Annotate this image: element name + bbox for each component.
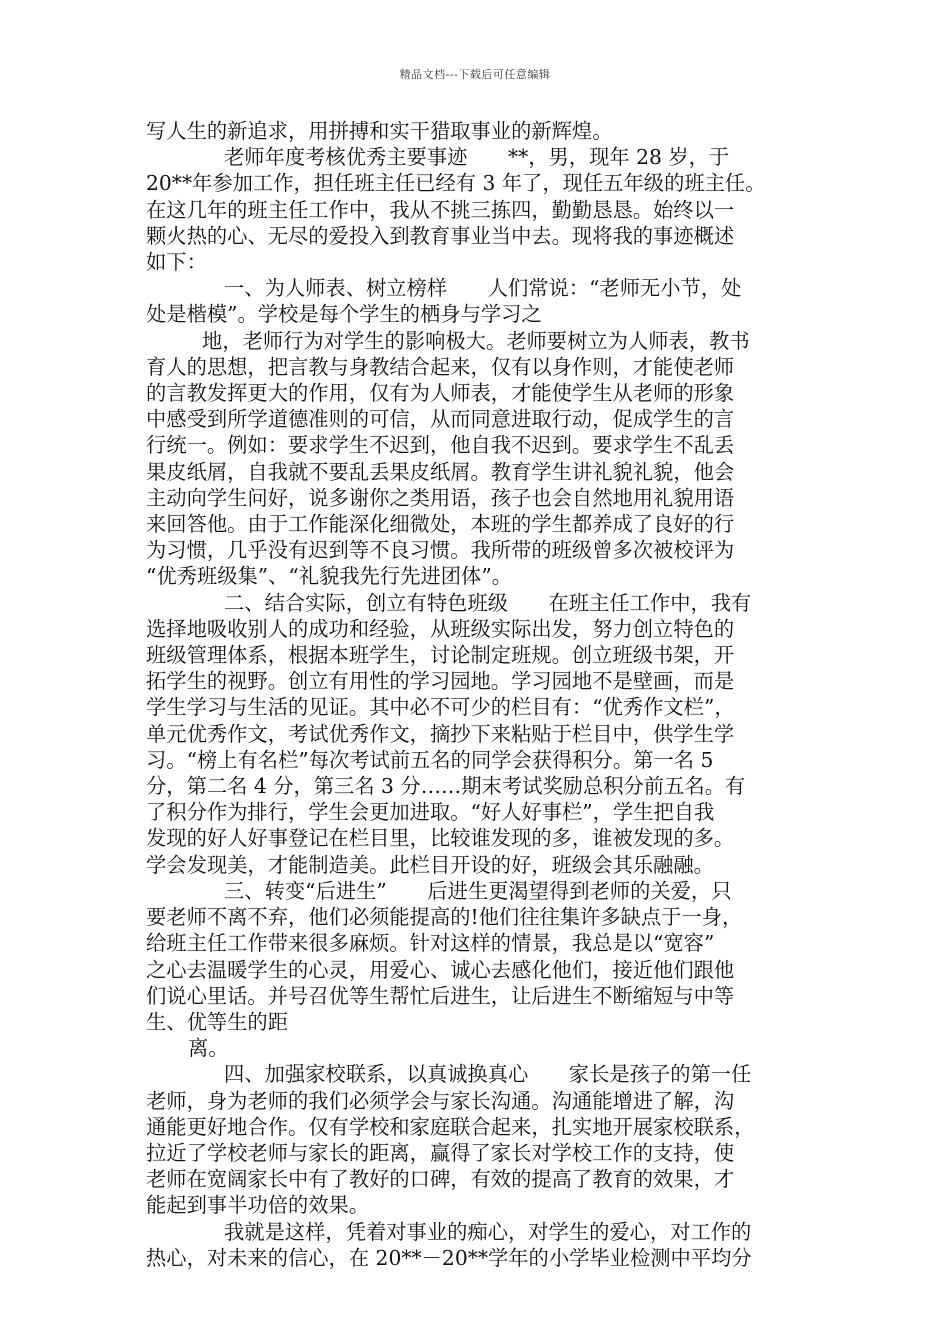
text-line: 处是楷模”。学校是每个学生的栖身与学习之 [146, 302, 542, 327]
text-line: 生、优等生的距 [146, 1009, 288, 1034]
text-line: 颗火热的心、无尽的爱投入到教育事业当中去。现将我的事迹概述 [146, 223, 735, 248]
text-line: 要老师不离不弃，他们必须能提高的!他们往往集许多缺点于一身， [146, 905, 743, 930]
text-line: 能起到事半功倍的效果。 [146, 1193, 370, 1218]
text-line: 分，第二名 4 分，第三名 3 分……期末考试奖励总积分前五名。有 [146, 774, 746, 799]
text-line: 离。 [188, 1036, 229, 1061]
text-line: 如下： [146, 250, 207, 275]
text-line: 老师，身为老师的我们必须学会与家长沟通。沟通能增进了解，沟 [146, 1088, 735, 1113]
section-heading-3: 三、转变“后进生” 后进生更渴望得到老师的关爱，只 [224, 878, 732, 903]
text-line: 中感受到所学道德准则的可信，从而同意进取行动，促成学生的言 [146, 407, 735, 432]
text-line: “优秀班级集”、“礼貌我先行先进团体”。 [146, 564, 512, 589]
text-line: 之心去温暖学生的心灵，用爱心、诚心去感化他们，接近他们跟他 [146, 957, 735, 982]
text-line: 学会发现美，才能制造美。此栏目开设的好，班级会其乐融融。 [146, 852, 714, 877]
text-line: 行统一。例如：要求学生不迟到，他自我不迟到。要求学生不乱丢 [146, 433, 735, 458]
section-heading-4: 四、加强家校联系，以真诚换真心 家长是孩子的第一任 [224, 1062, 752, 1087]
text-line: 们说心里话。并号召优等生帮忙后进生，让后进生不断缩短与中等 [146, 983, 735, 1008]
text-line: 通能更好地合作。仅有学校和家庭联合起来，扎实地开展家校联系， [146, 1114, 755, 1139]
text-line: 给班主任工作带来很多麻烦。针对这样的情景，我总是以“宽容” [146, 931, 715, 956]
text-line: 拓学生的视野。创立有用性的学习园地。学习园地不是壁画，而是 [146, 669, 735, 694]
section-heading-2: 二、结合实际，创立有特色班级 在班主任工作中，我有 [224, 590, 752, 615]
text-line: 拉近了学校老师与家长的距离，赢得了家长对学校工作的支持，使 [146, 1140, 735, 1165]
text-line: 为习惯，几乎没有迟到等不良习惯。我所带的班级曾多次被校评为 [146, 538, 735, 563]
text-line: 在这几年的班主任工作中，我从不挑三拣四，勤勤恳恳。始终以一 [146, 197, 735, 222]
text-line: 学生学习与生活的见证。其中必不可少的栏目有：“优秀作文栏”， [146, 695, 735, 720]
text-line: 老师在宽阔家长中有了教好的口碑，有效的提高了教育的效果，才 [146, 1167, 735, 1192]
text-line: 发现的好人好事登记在栏目里，比较谁发现的多，谁被发现的多。 [146, 826, 735, 851]
text-line: 地，老师行为对学生的影响极大。老师要树立为人师表，教书 [202, 328, 750, 353]
page-header: 精品文档---下载后可任意编辑 [399, 68, 551, 81]
section-title-line: 老师年度考核优秀主要事迹 **，男，现年 28 岁，于 [224, 145, 730, 170]
text-line: 习。“榜上有名栏”每次考试前五名的同学会获得积分。第一名 5 [146, 747, 714, 772]
text-line: 来回答他。由于工作能深化细微处，本班的学生都养成了良好的行 [146, 512, 735, 537]
text-line: 我就是这样，凭着对事业的痴心，对学生的爱心，对工作的 [224, 1219, 752, 1244]
text-line: 主动向学生问好，说多谢你之类用语，孩子也会自然地用礼貌用语 [146, 485, 735, 510]
text-line: 热心，对未来的信心，在 20**－20**学年的小学毕业检测中平均分 [146, 1245, 752, 1270]
text-line: 写人生的新追求，用拼搏和实干猎取事业的新辉煌。 [146, 119, 613, 143]
text-line: 的言教发挥更大的作用，仅有为人师表，才能使学生从老师的形象 [146, 381, 735, 406]
text-line: 了积分作为排行，学生会更加进取。“好人好事栏”，学生把自我 [146, 800, 715, 825]
text-line: 育人的思想，把言教与身教结合起来，仅有以身作则，才能使老师 [146, 354, 735, 379]
text-line: 20**年参加工作，担任班主任已经有 3 年了，现任五年级的班主任。 [146, 171, 766, 196]
text-line: 选择地吸收别人的成功和经验，从班级实际出发，努力创立特色的 [146, 616, 735, 641]
section-heading-1: 一、为人师表、树立榜样 人们常说：“老师无小节，处 [224, 276, 742, 301]
text-line: 单元优秀作文，考试优秀作文，摘抄下来粘贴于栏目中，供学生学 [146, 721, 735, 746]
text-line: 果皮纸屑，自我就不要乱丢果皮纸屑。教育学生讲礼貌礼貌，他会 [146, 459, 735, 484]
text-line: 班级管理体系，根据本班学生，讨论制定班规。创立班级书架，开 [146, 643, 735, 668]
document-body [146, 118, 811, 1271]
